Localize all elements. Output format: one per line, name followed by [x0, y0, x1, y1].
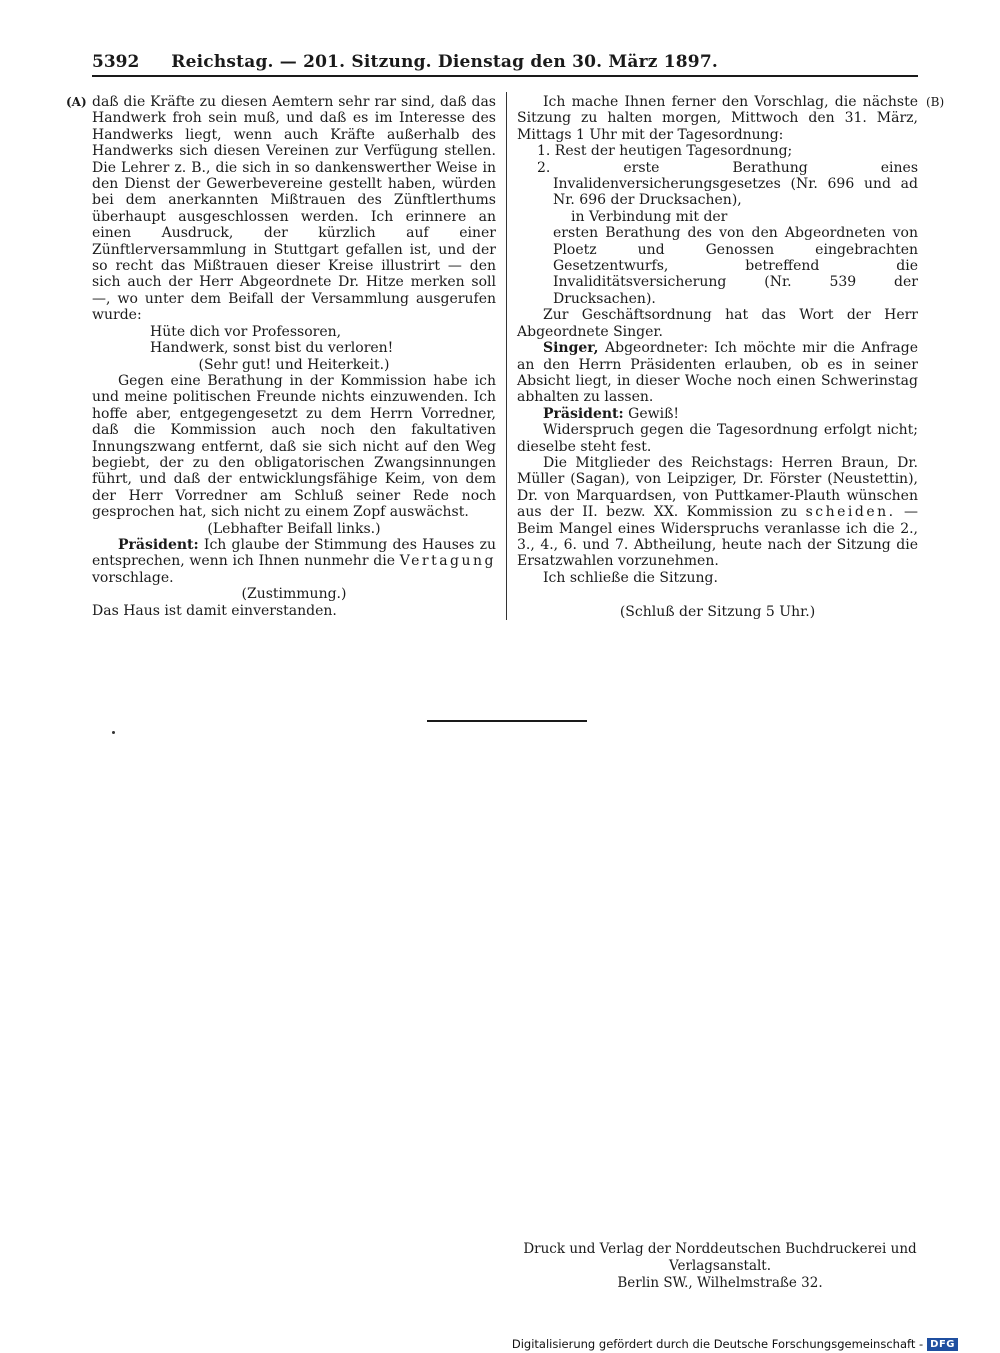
- agenda-item-continuation: ersten Berathung des von den Abgeordneten von Ploetz und Genossen eingebrachten Gesetzentwurfs, betreffend die Invaliditätsversicherung (Nr. 539 der Drucksachen).: [553, 225, 918, 307]
- page-number: 5392: [92, 52, 140, 72]
- left-column: [92, 94, 496, 619]
- digitization-footer: [512, 1337, 958, 1351]
- column-divider: [506, 92, 507, 620]
- paragraph-text: Die Mitglieder des Reichstags: Herren Braun, Dr. Müller (Sagan), von Leipziger, Dr. Förster (Neustettin), Dr. von Marquardsen, von Puttkamer-Plauth wünschen aus der II. bezw. XX. Kommission zu: [517, 454, 918, 521]
- paragraph: Zur Geschäftsordnung hat das Wort der Herr Abgeordnete Singer.: [517, 307, 918, 340]
- speaker-name: Präsident:: [543, 405, 624, 422]
- paragraph: Widerspruch gegen die Tagesordnung erfolgt nicht; dieselbe steht fest.: [517, 422, 918, 455]
- paragraph-text: — Beim Mangel eines Widerspruchs veranlasse ich die 2., 3., 4., 6. und 7. Abtheilung, heute nach der Sitzung die Ersatzwahlen vorzunehmen.: [517, 504, 918, 570]
- paragraph: [517, 406, 918, 422]
- margin-mark-b: (B): [926, 95, 945, 109]
- paragraph: [517, 455, 918, 570]
- closing-note: (Schluß der Sitzung 5 Uhr.): [619, 604, 816, 621]
- agenda-item: 2. erste Berathung eines Invalidenversicherungsgesetzes (Nr. 696 und ad Nr. 696 der Drucksachen),: [537, 159, 918, 209]
- agenda-item: 1. Rest der heutigen Tagesordnung;: [537, 143, 793, 160]
- paragraph: Ich schließe die Sitzung.: [543, 569, 718, 586]
- paragraph: Gegen eine Berathung in der Kommission habe ich und meine politischen Freunde nichts einzuwenden. Ich hoffe aber, entgegengesetzt zu dem Herrn Vorredner, daß die Kommission auch noch den fakultativen Innungszwang entfernt, daß sie sich nicht auf den Weg begiebt, der zu den obligatorischen Zwangsinnungen führt, und daß der entwicklungsfähige Keim, von dem der Herr Vorredner am Schluß seiner Rede noch gesprochen hat, sich nicht zu einem Zopf auswächst.: [92, 372, 496, 521]
- paragraph-text: Abgeordneter: Ich möchte mir die Anfrage an den Herrn Präsidenten erlauben, ob es in seiner Absicht liegt, in dieser Woche noch einen Schwerinstag abhalten zu lassen.: [517, 340, 918, 406]
- speaker-name: Präsident:: [118, 536, 199, 553]
- spaced-term: scheiden.: [805, 504, 896, 521]
- page-header: [92, 52, 718, 72]
- quote-line: Handwerk, sonst bist du verloren!: [150, 340, 394, 357]
- paragraph: Ich mache Ihnen ferner den Vorschlag, die nächste Sitzung zu halten morgen, Mittwoch den 31. März, Mittags 1 Uhr mit der Tagesordnung:: [517, 94, 918, 143]
- scan-speck: [112, 731, 115, 734]
- reaction: (Lebhafter Beifall links.): [207, 520, 381, 537]
- paragraph: [517, 340, 918, 406]
- paragraph: [92, 537, 496, 586]
- imprint: [500, 1241, 940, 1292]
- reaction: (Sehr gut! und Heiterkeit.): [198, 356, 390, 373]
- dfg-logo: DFG: [927, 1338, 958, 1351]
- imprint-line: Druck und Verlag der Norddeutschen Buchdruckerei und Verlagsanstalt.: [523, 1241, 917, 1274]
- footer-text: Digitalisierung gefördert durch die Deutsche Forschungsgemeinschaft -: [511, 1337, 924, 1351]
- agenda-connector: in Verbindung mit der: [571, 208, 728, 225]
- paragraph-text: Ich glaube der Stimmung des Hauses zu entsprechen, wenn ich Ihnen nunmehr die: [92, 536, 496, 570]
- margin-mark-a: (A): [66, 95, 87, 109]
- section-rule: [427, 720, 587, 722]
- header-rule: [92, 75, 918, 77]
- right-column: [517, 94, 918, 621]
- quote-line: Hüte dich vor Professoren,: [150, 323, 342, 340]
- imprint-line: Berlin SW., Wilhelmstraße 32.: [617, 1275, 823, 1291]
- page-title: Reichstag. — 201. Sitzung. Dienstag den 30. März 1897.: [171, 52, 718, 72]
- spaced-term: Vertagung: [399, 553, 496, 570]
- speaker-name: Singer,: [543, 340, 599, 357]
- reaction: (Zustimmung.): [241, 586, 347, 603]
- paragraph-text: Gewiß!: [623, 405, 680, 422]
- paragraph: Das Haus ist damit einverstanden.: [92, 602, 337, 619]
- paragraph: daß die Kräfte zu diesen Aemtern sehr rar sind, daß das Handwerk froh sein muß, und daß es im Interesse des Handwerks liegt, wenn auch Kräfte außerhalb des Handwerks sich diesen Vereinen zur Verfügung stellen. Die Lehrer z. B., die sich in so dankenswerther Weise in den Dienst der Gewerbevereine gestellt haben, würden bei dem anerkannten Mißtrauen des Zünftlerthums überhaupt ausgeschlossen werden. Ich erinnere an einen Ausdruck, der kürzlich auf einer Zünftlerversammlung in Stuttgart gefallen ist, und der so recht das Mißtrauen dieser Kreise illustrirt — den sich auch der Herr Abgeordnete Dr. Hitze merken soll —, wo unter dem Beifall der Versammlung ausgerufen wurde:: [92, 94, 496, 324]
- paragraph-text: vorschlage.: [92, 569, 174, 586]
